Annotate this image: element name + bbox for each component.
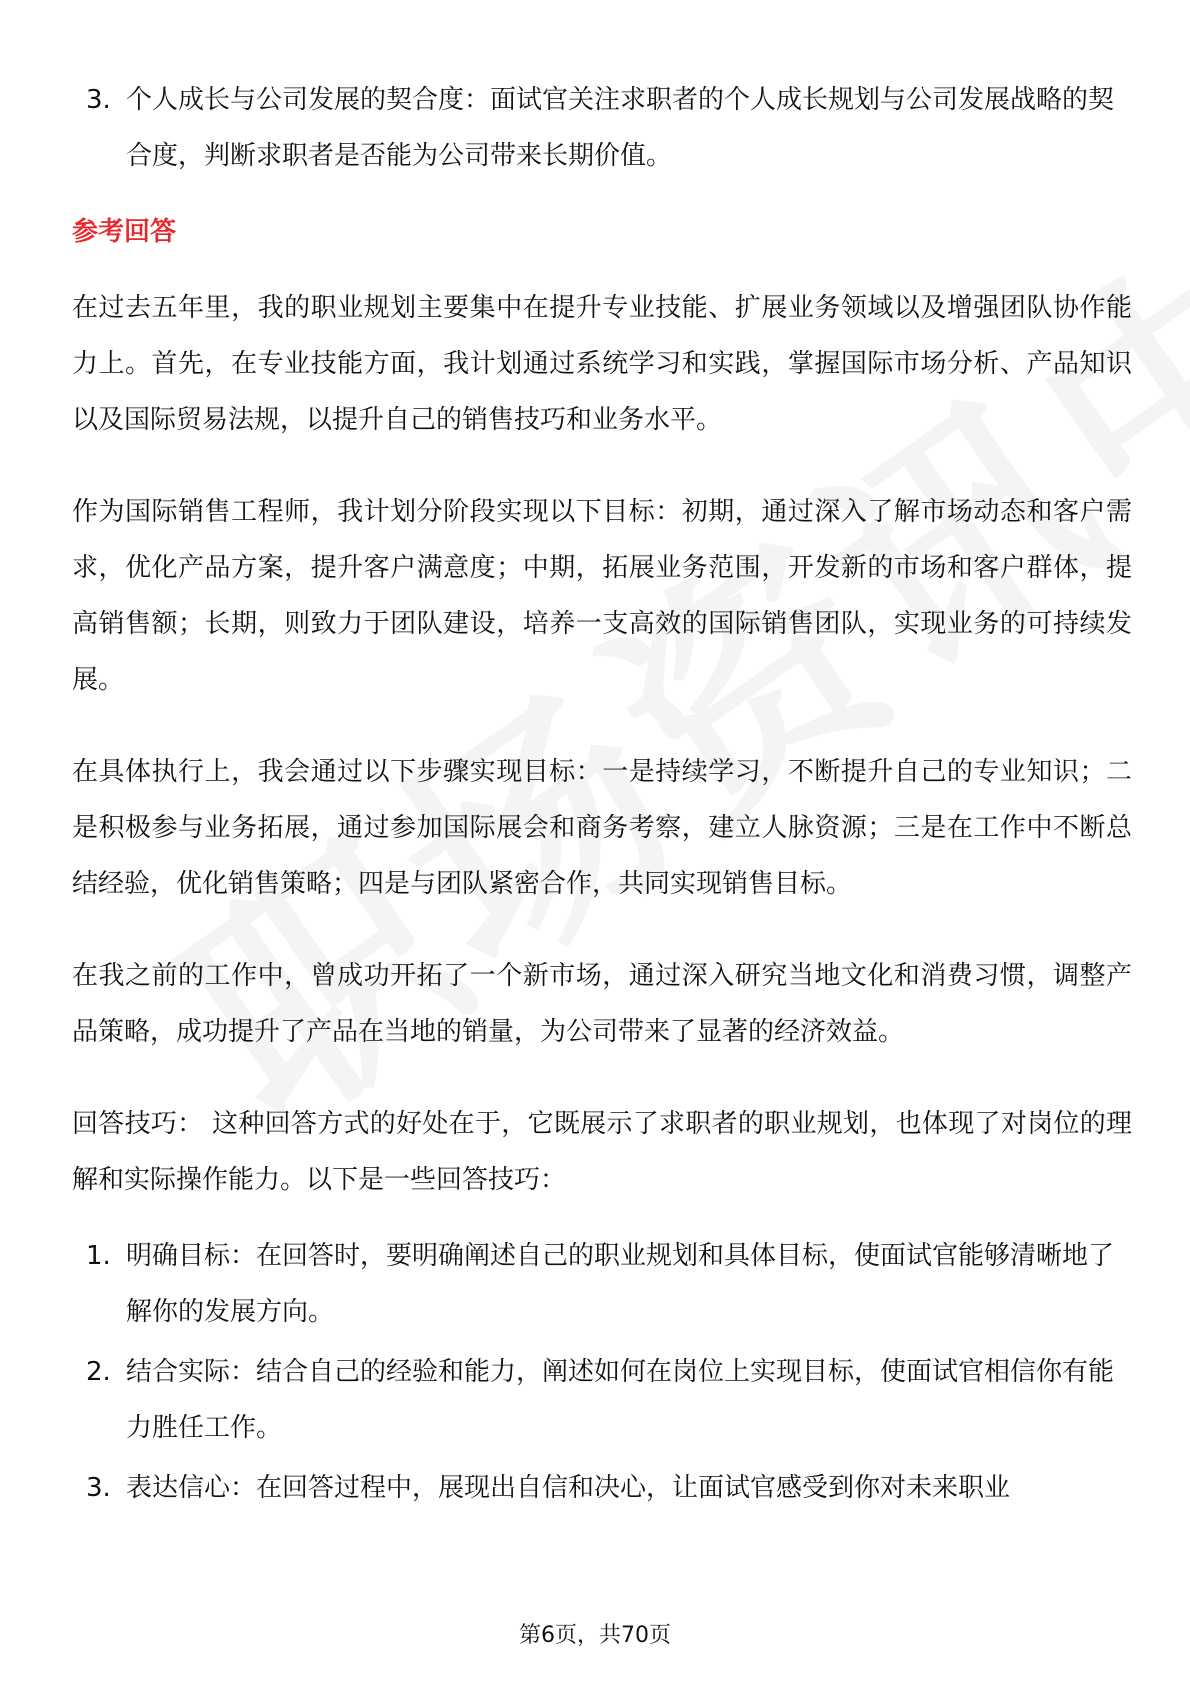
list-item [72,1228,1132,1340]
page-footer: 第6页，共70页 [519,1623,671,1648]
answer-heading: 参考回答 [72,217,177,247]
list-item-text: 表达信心：在回答过程中，展现出自信和决心，让面试官感受到你对未来职业 [126,1473,1011,1503]
list-item-text: 个人成长与公司发展的契合度：面试官关注求职者的个人成长规划与公司发展战略的契合度，判断求职者是否能为公司带来长期价值。 [126,85,1115,171]
list-item [72,72,1132,184]
list-item-text: 明确目标：在回答时，要明确阐述自己的职业规划和具体目标，使面试官能够清晰地了解你的发展方向。 [126,1241,1115,1327]
intro-list [72,72,1132,184]
list-item [72,1344,1132,1456]
tips-intro: 回答技巧： 这种回答方式的好处在于，它既展示了求职者的职业规划，也体现了对岗位的理解和实际操作能力。以下是一些回答技巧： [72,1109,1132,1195]
list-item-number: 3. [86,1473,111,1503]
list-item-number: 2. [86,1357,111,1387]
document-body [72,72,1132,1520]
list-item [72,1460,1132,1516]
paragraph: 在过去五年里，我的职业规划主要集中在提升专业技能、扩展业务领域以及增强团队协作能力上。首先，在专业技能方面，我计划通过系统学习和实践，掌握国际市场分析、产品知识以及国际贸易法规，以提升自己的销售技巧和业务水平。 [72,293,1132,435]
paragraph: 在我之前的工作中，曾成功开拓了一个新市场，通过深入研究当地文化和消费习惯，调整产品策略，成功提升了产品在当地的销量，为公司带来了显著的经济效益。 [72,961,1132,1047]
list-item-text: 结合实际：结合自己的经验和能力，阐述如何在岗位上实现目标，使面试官相信你有能力胜任工作。 [126,1357,1115,1443]
paragraph: 作为国际销售工程师，我计划分阶段实现以下目标：初期，通过深入了解市场动态和客户需求，优化产品方案，提升客户满意度；中期，拓展业务范围，开发新的市场和客户群体，提高销售额；长期，则致力于团队建设，培养一支高效的国际销售团队，实现业务的可持续发展。 [72,497,1132,695]
list-item-number: 3. [86,85,111,115]
list-item-number: 1. [86,1241,111,1271]
tips-list [72,1228,1132,1516]
paragraph: 在具体执行上，我会通过以下步骤实现目标：一是持续学习，不断提升自己的专业知识；二是积极参与业务拓展，通过参加国际展会和商务考察，建立人脉资源；三是在工作中不断总结经验，优化销售策略；四是与团队紧密合作，共同实现销售目标。 [72,757,1132,899]
